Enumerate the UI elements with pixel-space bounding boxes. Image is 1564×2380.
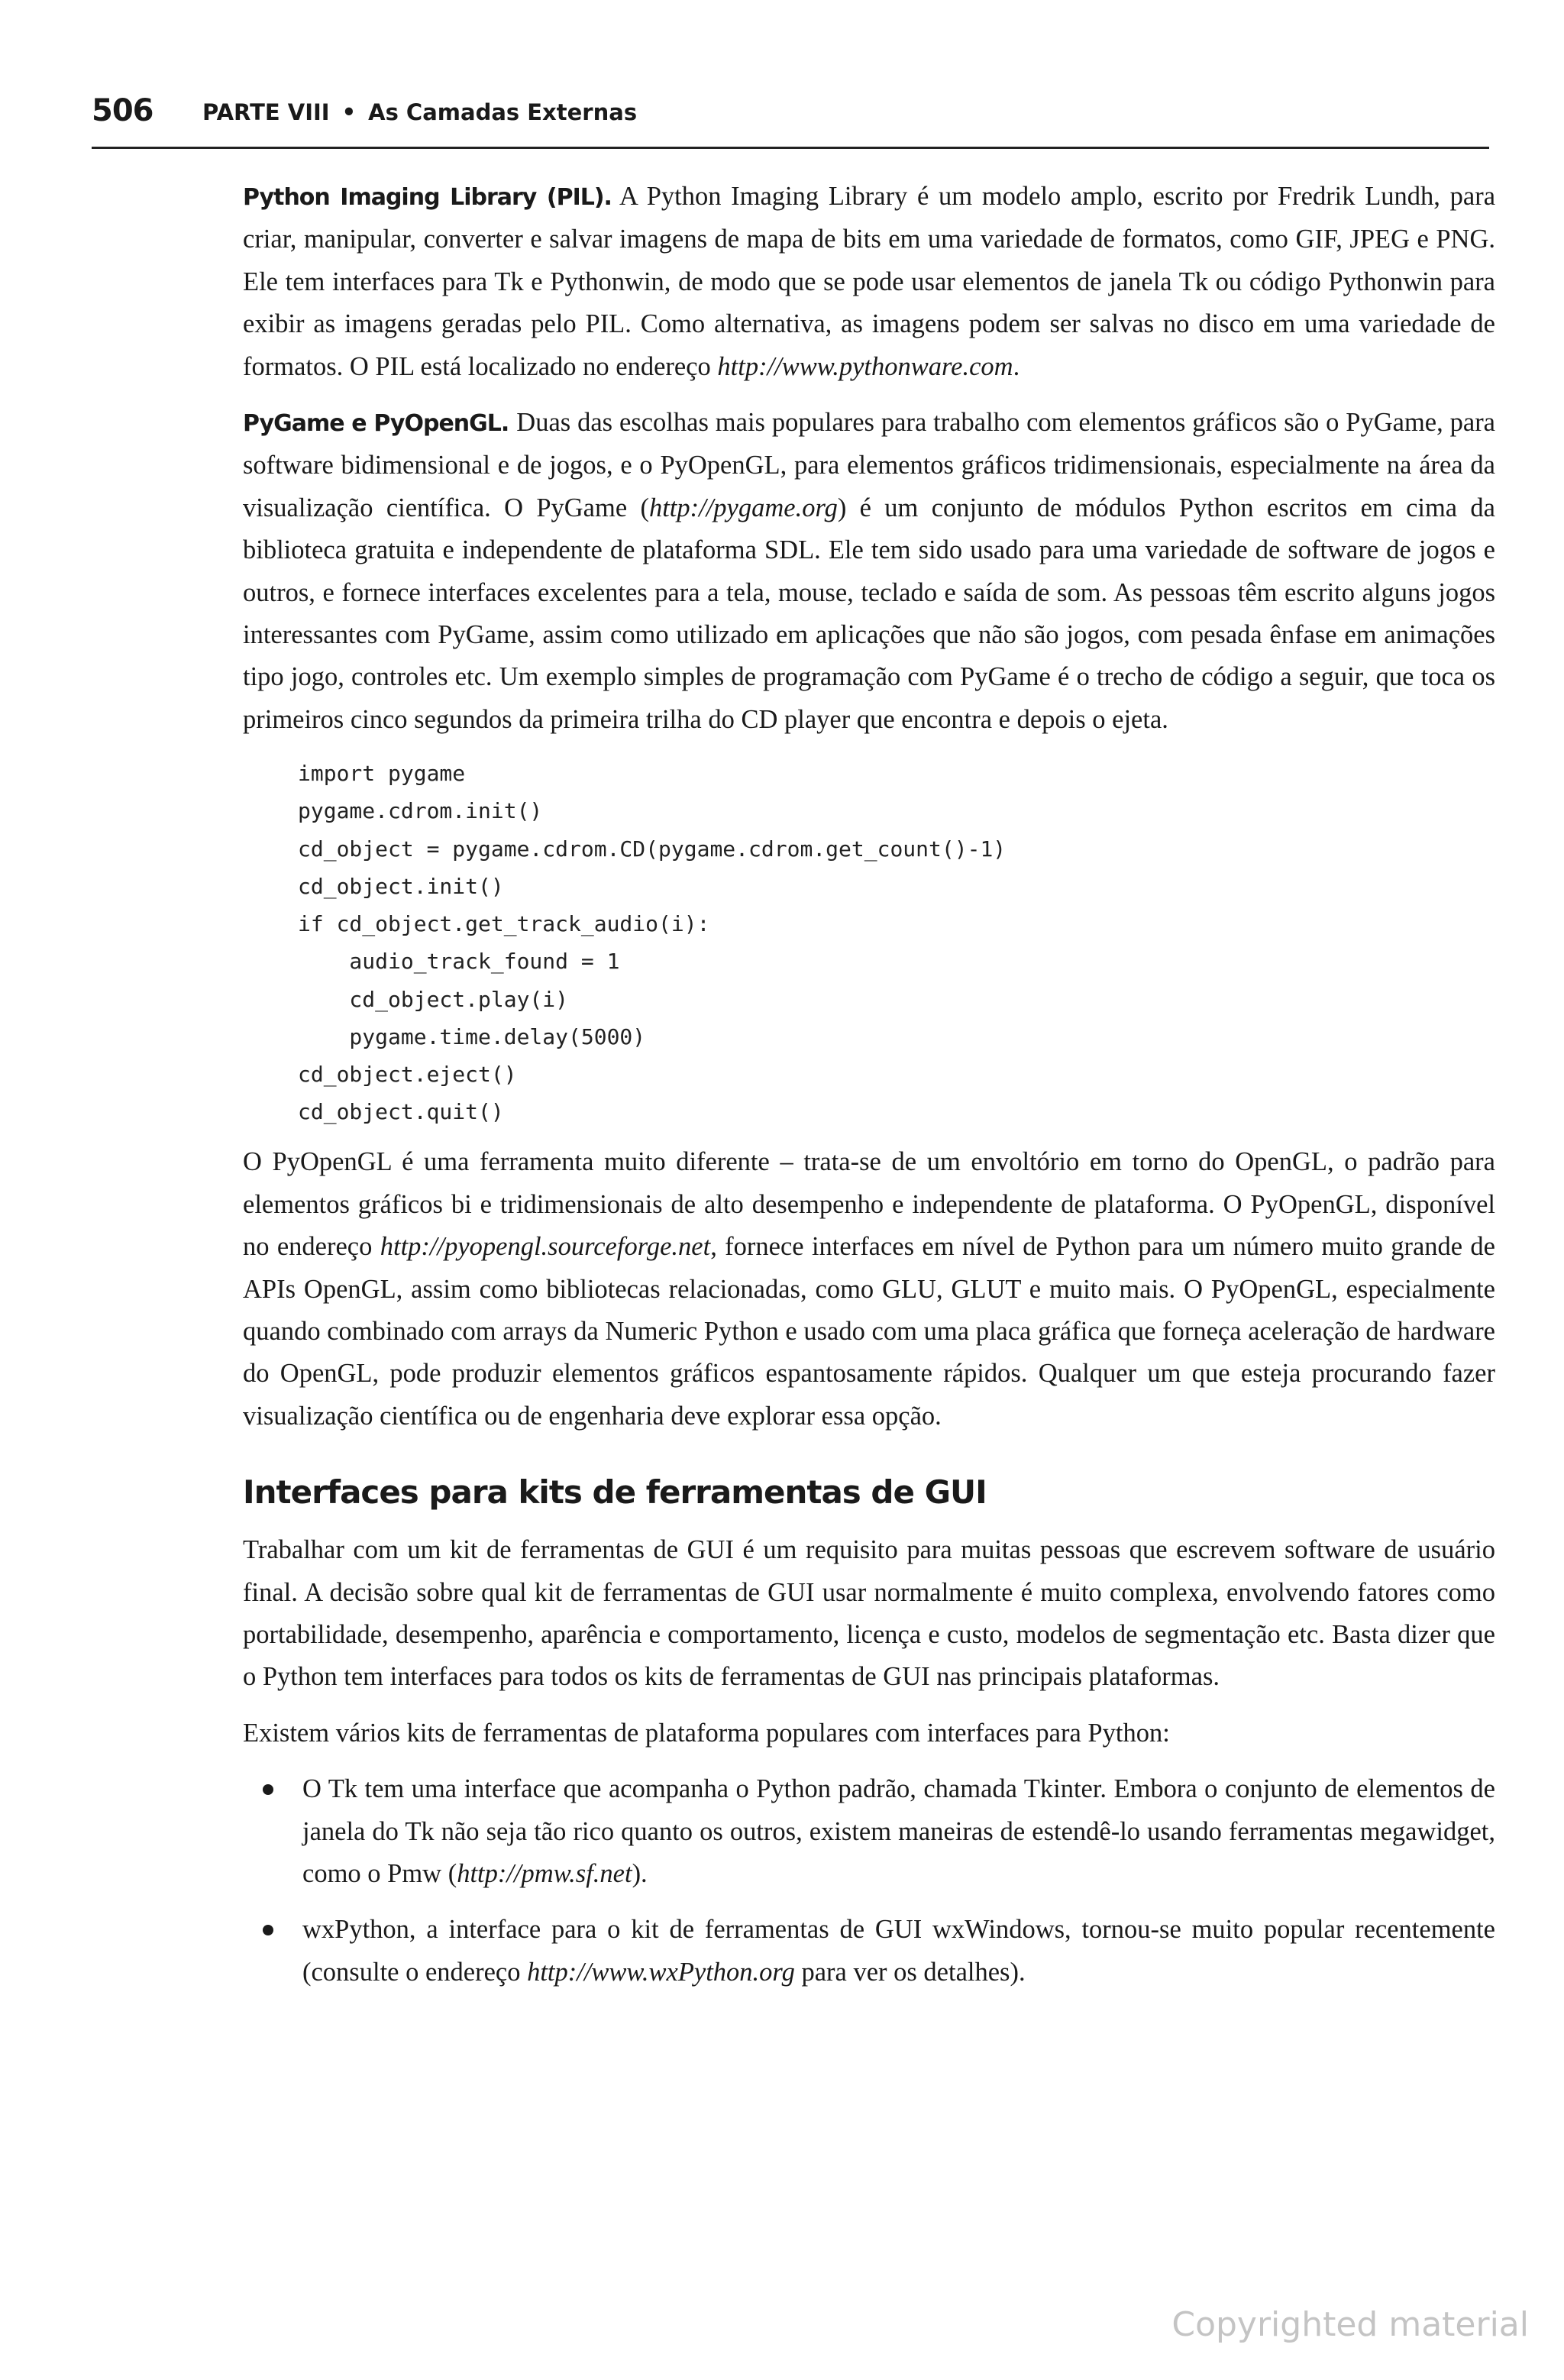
running-header bbox=[92, 93, 1489, 149]
part-label: PARTE VIII bbox=[202, 99, 330, 125]
running-head bbox=[202, 99, 637, 125]
paragraph-pil bbox=[243, 176, 1495, 388]
list-item bbox=[243, 1768, 1495, 1895]
section-heading: Interfaces para kits de ferramentas de GUI bbox=[243, 1473, 987, 1512]
list-item-end: ). bbox=[632, 1859, 648, 1888]
code-line: import pygame bbox=[298, 761, 466, 787]
bullet-icon bbox=[263, 1925, 273, 1935]
runin-heading-pil: Python Imaging Library (PIL). bbox=[243, 184, 612, 211]
link-pmw[interactable]: http://pmw.sf.net bbox=[457, 1859, 632, 1888]
paragraph-gui-intro: Trabalhar com um kit de ferramentas de GUI é um requisito para muitas pessoas que escrevem software de usuário final. A decisão sobre qual kit de ferramentas de GUI usar normalmente é muito complexa, envolvendo fatores como portabilidade, desempenho, aparência e comportamento, licença e custo, modelos de segmentação etc. Basta dizer que o Python tem interfaces para todos os kits de ferramentas de GUI nas principais plataformas. bbox=[243, 1535, 1495, 1692]
code-block bbox=[298, 755, 1495, 1130]
link-pythonware[interactable]: http://www.pythonware.com bbox=[717, 351, 1013, 381]
paragraph-pyopengl-text-2: , fornece interfaces em nível de Python para um número muito grande de APIs OpenGL, assim como bibliotecas relacionadas, como GLU, GLUT e muito mais. O PyOpenGL, especialmente quando combinado com arrays da Numeric Python e usado com uma placa gráfica que forneça aceleração de hardware do OpenGL, pode produzir elementos gráficos espantosamente rápidos. Qualquer um que esteja procurando fazer visualização científica ou de engenharia deve explorar essa opção. bbox=[243, 1232, 1495, 1431]
paragraph-pygame-text-2: ) é um conjunto de módulos Python escritos em cima da biblioteca gratuita e independente de plataforma SDL. Ele tem sido usado para uma variedade de software de jogos e outros, e fornece interfaces excelentes para a tela, mouse, teclado e saída de som. As pessoas têm escrito alguns jogos interessantes com PyGame, assim como utilizado em aplicações que não são jogos, com pesada ênfase em animações tipo jogo, controles etc. Um exemplo simples de programação com PyGame é o trecho de código a seguir, que toca os primeiros cinco segundos da primeira trilha do CD player que encontra e depois o ejeta. bbox=[243, 493, 1495, 734]
runin-heading-pygame: PyGame e PyOpenGL. bbox=[243, 410, 509, 438]
code-line: audio_track_found = 1 bbox=[298, 949, 620, 975]
paragraph-pyopengl-text-1: O PyOpenGL é uma ferramenta muito diferente – trata-se de um envoltório em torno do OpenGL, o padrão para elementos gráficos bi e tridimensionais de alto desempenho e independente de plataforma. O PyOpenGL, disponível no endereço bbox=[243, 1147, 1495, 1262]
header-separator: • bbox=[341, 99, 357, 125]
code-line: pygame.time.delay(5000) bbox=[298, 1023, 646, 1049]
code-line: if cd_object.get_track_audio(i): bbox=[298, 911, 710, 937]
code-line: cd_object.play(i) bbox=[298, 986, 569, 1012]
paragraph-pygame-text-1: Duas das escolhas mais populares para trabalho com elementos gráficos são o PyGame, para software bidimensional e de jogos, e o PyOpenGL, para elementos gráficos tridimensionais, especialmente na área da visualização científica. O PyGame ( bbox=[243, 408, 1495, 522]
link-pyopengl[interactable]: http://pyopengl.sourceforge.net bbox=[380, 1232, 711, 1262]
code-line: cd_object.init() bbox=[298, 873, 504, 899]
copyright-watermark: Copyrighted material bbox=[1171, 2305, 1529, 2344]
list-item-text: wxPython, a interface para o kit de ferramentas de GUI wxWindows, tornou-se muito popular recentemente (consulte o endereço bbox=[302, 1915, 1495, 1987]
link-pygame[interactable]: http://pygame.org bbox=[648, 493, 838, 522]
code-line: cd_object.eject() bbox=[298, 1061, 517, 1087]
list-item-text: O Tk tem uma interface que acompanha o Python padrão, chamada Tkinter. Embora o conjunto de elementos de janela do Tk não seja tão rico quanto os outros, existem maneiras de estendê-lo usando ferramentas megawidget, como o Pmw ( bbox=[302, 1774, 1495, 1888]
link-wxpython[interactable]: http://www.wxPython.org bbox=[527, 1957, 795, 1987]
toolkit-list bbox=[243, 1768, 1495, 1994]
paragraph-pil-text: A Python Imaging Library é um modelo amplo, escrito por Fredrik Lundh, para criar, manipular, converter e salvar imagens de mapa de bits em uma variedade de formatos, como GIF, JPEG e PNG. Ele tem interfaces para Tk e Pythonwin, de modo que se pode usar elementos de janela Tk ou código Pythonwin para exibir as imagens geradas pelo PIL. Como alternativa, as imagens podem ser salvas no disco em uma variedade de formatos. O PIL está localizado no endereço bbox=[243, 182, 1496, 381]
code-line: pygame.cdrom.init() bbox=[298, 798, 543, 824]
list-item-end: para ver os detalhes). bbox=[801, 1957, 1026, 1987]
paragraph-gui-list-intro: Existem vários kits de ferramentas de plataforma populares com interfaces para Python: bbox=[243, 1718, 1170, 1748]
code-line: cd_object = pygame.cdrom.CD(pygame.cdrom.get_count()-1) bbox=[298, 836, 1007, 862]
page-number: 506 bbox=[92, 93, 153, 128]
paragraph-pil-end: . bbox=[1013, 351, 1020, 381]
bullet-icon bbox=[263, 1784, 273, 1795]
chapter-title: As Camadas Externas bbox=[368, 99, 638, 125]
page-body bbox=[243, 176, 1495, 2007]
paragraph-pygame bbox=[243, 402, 1495, 741]
list-item bbox=[243, 1909, 1495, 1994]
paragraph-pyopengl bbox=[243, 1141, 1495, 1437]
code-line: cd_object.quit() bbox=[298, 1099, 504, 1125]
